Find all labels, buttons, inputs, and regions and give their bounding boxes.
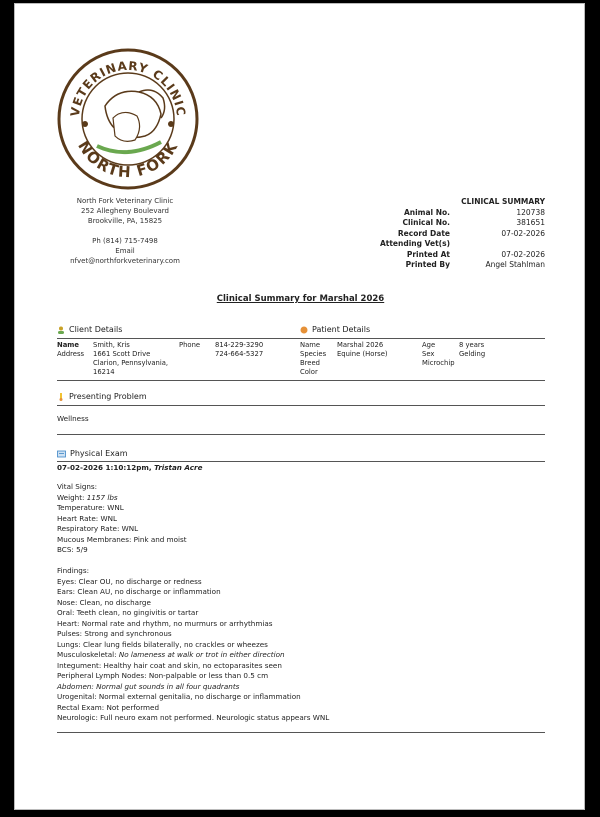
client-details-title: Client Details bbox=[69, 325, 123, 334]
clinic-address-block bbox=[45, 196, 205, 266]
findings-title: Findings: bbox=[57, 566, 90, 575]
finding-item: Neurologic: Full neuro exam not performed. Neurologic status appears WNL bbox=[57, 713, 330, 722]
finding-item: Integument: Healthy hair coat and skin, no ectoparasites seen bbox=[57, 660, 282, 670]
patient-labels-2: Age Sex Microchip bbox=[422, 341, 455, 367]
summary-row bbox=[370, 239, 545, 250]
summary-label: Attending Vet(s) bbox=[379, 239, 450, 248]
summary-value: 07-02-2026 bbox=[501, 249, 545, 259]
document-title: Clinical Summary for Marshal 2026 bbox=[216, 294, 385, 304]
finding-item: Peripheral Lymph Nodes: Non-palpable or less than 0.5 cm bbox=[57, 671, 269, 680]
person-icon bbox=[57, 326, 65, 334]
patient-details-header bbox=[300, 325, 370, 334]
divider bbox=[57, 405, 545, 406]
finding-item: Nose: Clean, no discharge bbox=[57, 597, 151, 607]
svg-text:VETERINARY CLINIC: VETERINARY CLINIC bbox=[67, 58, 189, 118]
patient-labels: Name Species Breed Color bbox=[300, 341, 327, 376]
clinic-street: 252 Allegheny Boulevard bbox=[81, 207, 169, 215]
vital-item: Respiratory Rate: WNL bbox=[57, 524, 139, 533]
divider bbox=[57, 732, 545, 733]
summary-label: Printed At bbox=[406, 249, 450, 259]
client-name: Smith, Kris bbox=[93, 341, 130, 349]
divider bbox=[57, 434, 545, 435]
finding-item: Musculoskeletal: No lameness at walk or trot in either direction bbox=[57, 650, 285, 659]
summary-row bbox=[370, 208, 545, 219]
summary-row bbox=[370, 260, 545, 271]
summary-value: 120738 bbox=[516, 207, 545, 217]
summary-value: Angel Stahlman bbox=[485, 260, 545, 269]
clinic-name: North Fork Veterinary Clinic bbox=[76, 197, 174, 205]
summary-value: 381651 bbox=[516, 218, 545, 227]
exam-vet: Tristan Acre bbox=[154, 463, 203, 472]
presenting-problem-header bbox=[57, 392, 147, 401]
client-address-label: Address bbox=[57, 350, 85, 358]
svg-text:NORTH FORK: NORTH FORK bbox=[74, 137, 182, 182]
patient-values: Marshal 2026 Equine (Horse) bbox=[337, 341, 388, 358]
divider bbox=[57, 380, 545, 381]
finding-item: Heart: Normal rate and rhythm, no murmurs or arrhythmias bbox=[57, 618, 273, 628]
finding-item: Abdomen: Normal gut sounds in all four quadrants bbox=[57, 681, 240, 691]
finding-item: Urogenital: Normal external genitalia, no discharge or inflammation bbox=[57, 692, 301, 701]
paw-icon bbox=[300, 326, 308, 334]
clinic-phone: Ph (814) 715-7498 bbox=[92, 237, 158, 245]
clipboard-icon bbox=[57, 450, 66, 458]
summary-title: CLINICAL SUMMARY bbox=[461, 197, 545, 206]
finding-item: Rectal Exam: Not performed bbox=[57, 702, 160, 712]
vital-item: Temperature: WNL bbox=[57, 503, 124, 512]
physical-exam-header bbox=[57, 449, 128, 458]
client-name-label: Name bbox=[57, 341, 79, 349]
finding-item: Lungs: Clear lung fields bilaterally, no crackles or wheezes bbox=[57, 639, 268, 649]
client-phone-label: Phone bbox=[179, 341, 201, 349]
clinic-email-label: Email bbox=[115, 247, 135, 255]
divider bbox=[57, 461, 545, 462]
patient-values-2: 8 years Gelding bbox=[459, 341, 486, 358]
physical-exam-title: Physical Exam bbox=[70, 449, 128, 458]
vitals-block bbox=[57, 482, 329, 724]
finding-item: Pulses: Strong and synchronous bbox=[57, 629, 172, 638]
divider bbox=[57, 338, 545, 339]
vital-item: BCS: 5/9 bbox=[57, 545, 88, 554]
summary-value: 07-02-2026 bbox=[501, 228, 545, 238]
summary-label: Clinical No. bbox=[402, 218, 450, 227]
clinic-logo bbox=[57, 48, 199, 190]
clinic-city: Brookville, PA, 15825 bbox=[87, 217, 163, 225]
summary-row bbox=[370, 229, 545, 240]
vital-item: Mucous Membranes: Pink and moist bbox=[57, 534, 187, 544]
client-details-header bbox=[57, 325, 122, 334]
finding-item: Eyes: Clear OU, no discharge or redness bbox=[57, 576, 202, 586]
finding-item: Oral: Teeth clean, no gingivitis or tartar bbox=[57, 608, 199, 617]
summary-row bbox=[370, 218, 545, 229]
summary-row bbox=[370, 250, 545, 261]
summary-label: Record Date bbox=[397, 228, 450, 238]
vitals-title: Vital Signs: bbox=[57, 482, 98, 491]
finding-item: Ears: Clean AU, no discharge or inflammation bbox=[57, 587, 221, 596]
vital-weight: Weight: 1157 lbs bbox=[57, 492, 118, 502]
presenting-problem-title: Presenting Problem bbox=[69, 392, 147, 401]
thermometer-icon bbox=[57, 393, 65, 401]
summary-label: Printed By bbox=[405, 260, 450, 269]
exam-datetime: 07-02-2026 1:10:12pm, Tristan Acre bbox=[57, 463, 203, 472]
summary-label: Animal No. bbox=[403, 207, 450, 217]
presenting-problem-text: Wellness bbox=[57, 414, 89, 423]
document-page bbox=[14, 3, 585, 810]
vital-item: Heart Rate: WNL bbox=[57, 513, 117, 523]
patient-details-title: Patient Details bbox=[312, 325, 371, 334]
clinical-summary-block bbox=[370, 197, 545, 271]
client-phones: 814-229-3290 724-664-5327 bbox=[215, 341, 264, 358]
summary-value bbox=[450, 239, 545, 250]
client-address: 1661 Scott Drive Clarion, Pennsylvania, 16214 bbox=[93, 350, 169, 376]
clinic-email: nfvet@northforkveterinary.com bbox=[70, 257, 180, 265]
